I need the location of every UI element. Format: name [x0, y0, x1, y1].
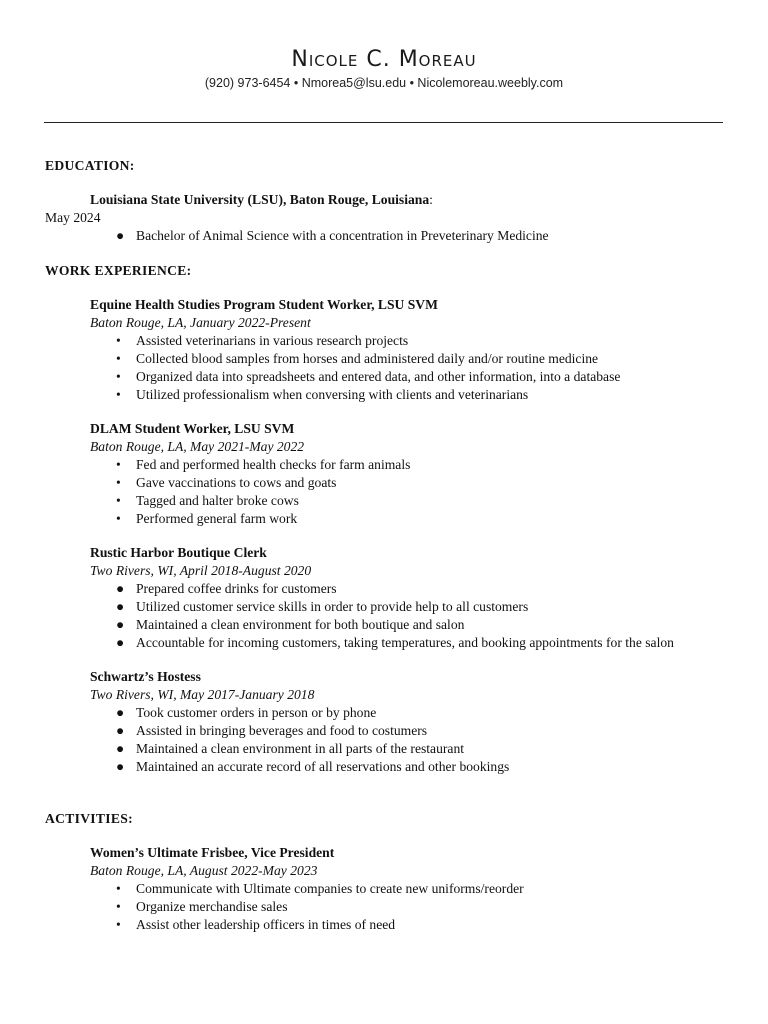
list-item: ● Accountable for incoming customers, taking temperatures, and booking appointments for the salon	[116, 635, 674, 650]
bullet-icon: •	[116, 881, 121, 896]
education-entry	[45, 191, 735, 245]
job-bullets	[90, 456, 735, 528]
education-bullets	[90, 227, 735, 245]
bullet-icon: •	[116, 457, 121, 472]
activities-heading: ACTIVITIES:	[45, 811, 133, 826]
list-item: • Organized data into spreadsheets and entered data, and other information, into a database	[116, 369, 621, 384]
job-location-date: Baton Rouge, LA, January 2022-Present	[90, 315, 311, 330]
list-item: • Organize merchandise sales	[116, 899, 288, 914]
school-colon: :	[429, 192, 433, 207]
bullet-icon: •	[116, 511, 121, 526]
bullet-icon: ●	[116, 741, 125, 756]
list-item: ● Maintained a clean environment in all parts of the restaurant	[116, 741, 465, 756]
header-divider	[44, 122, 723, 123]
candidate-name: Nicole C. Moreau	[291, 47, 477, 72]
bullet-icon: ●	[116, 228, 125, 243]
job-title: Equine Health Studies Program Student Worker, LSU SVM	[90, 297, 438, 312]
list-item: • Tagged and halter broke cows	[116, 493, 299, 508]
list-item: • Utilized professionalism when conversing with clients and veterinarians	[116, 387, 529, 402]
job-bullets	[90, 704, 735, 776]
list-item: ● Maintained an accurate record of all reservations and other bookings	[116, 759, 510, 774]
list-item: ● Took customer orders in person or by phone	[116, 705, 377, 720]
job-entry	[90, 296, 735, 404]
list-item: • Performed general farm work	[116, 511, 298, 526]
bullet-icon: •	[116, 917, 121, 932]
bullet-icon: ●	[116, 617, 125, 632]
job-title: Schwartz’s Hostess	[90, 669, 201, 684]
graduation-date: May 2024	[45, 210, 101, 225]
bullet-icon: ●	[116, 635, 125, 650]
job-bullets	[90, 332, 735, 404]
list-item: • Collected blood samples from horses and administered daily and/or routine medicine	[116, 351, 599, 366]
list-item: • Assisted veterinarians in various research projects	[116, 333, 409, 348]
work-experience-heading: WORK EXPERIENCE:	[45, 263, 192, 278]
list-item: • Communicate with Ultimate companies to create new uniforms/reorder	[116, 881, 524, 896]
resume-body	[45, 157, 735, 934]
resume-header	[0, 46, 768, 91]
job-location-date: Two Rivers, WI, May 2017-January 2018	[90, 687, 315, 702]
list-item: • Fed and performed health checks for farm animals	[116, 457, 411, 472]
school-name: Louisiana State University (LSU), Baton Rouge, Louisiana	[90, 192, 430, 207]
bullet-icon: •	[116, 333, 121, 348]
bullet-icon: ●	[116, 759, 125, 774]
job-title: Rustic Harbor Boutique Clerk	[90, 545, 267, 560]
bullet-icon: ●	[116, 723, 125, 738]
job-location-date: Two Rivers, WI, April 2018-August 2020	[90, 563, 312, 578]
bullet-icon: •	[116, 475, 121, 490]
list-item: • Assist other leadership officers in times of need	[116, 917, 396, 932]
activity-title: Women’s Ultimate Frisbee, Vice President	[90, 845, 335, 860]
activity-location-date: Baton Rouge, LA, August 2022-May 2023	[90, 863, 318, 878]
education-heading: EDUCATION:	[45, 158, 135, 173]
bullet-icon: •	[116, 351, 121, 366]
bullet-icon: ●	[116, 599, 125, 614]
bullet-icon: ●	[116, 581, 125, 596]
bullet-icon: ●	[116, 705, 125, 720]
list-item: ● Bachelor of Animal Science with a concentration in Preveterinary Medicine	[116, 228, 549, 243]
bullet-icon: •	[116, 369, 121, 384]
job-entry	[90, 420, 735, 528]
job-location-date: Baton Rouge, LA, May 2021-May 2022	[90, 439, 305, 454]
activity-bullets	[90, 880, 735, 934]
bullet-icon: •	[116, 493, 121, 508]
list-item: • Gave vaccinations to cows and goats	[116, 475, 337, 490]
list-item: ● Prepared coffee drinks for customers	[116, 581, 337, 596]
job-entry	[90, 544, 735, 652]
list-item: ● Maintained a clean environment for both boutique and salon	[116, 617, 465, 632]
activity-entry	[90, 844, 735, 934]
job-entry	[90, 668, 735, 776]
bullet-icon: •	[116, 899, 121, 914]
bullet-icon: •	[116, 387, 121, 402]
list-item: ● Utilized customer service skills in order to provide help to all customers	[116, 599, 529, 614]
job-title: DLAM Student Worker, LSU SVM	[90, 421, 295, 436]
list-item: ● Assisted in bringing beverages and food to costumers	[116, 723, 428, 738]
contact-line: (920) 973-6454 • Nmorea5@lsu.edu • Nicolemoreau.weebly.com	[204, 76, 564, 90]
job-bullets	[90, 580, 735, 652]
